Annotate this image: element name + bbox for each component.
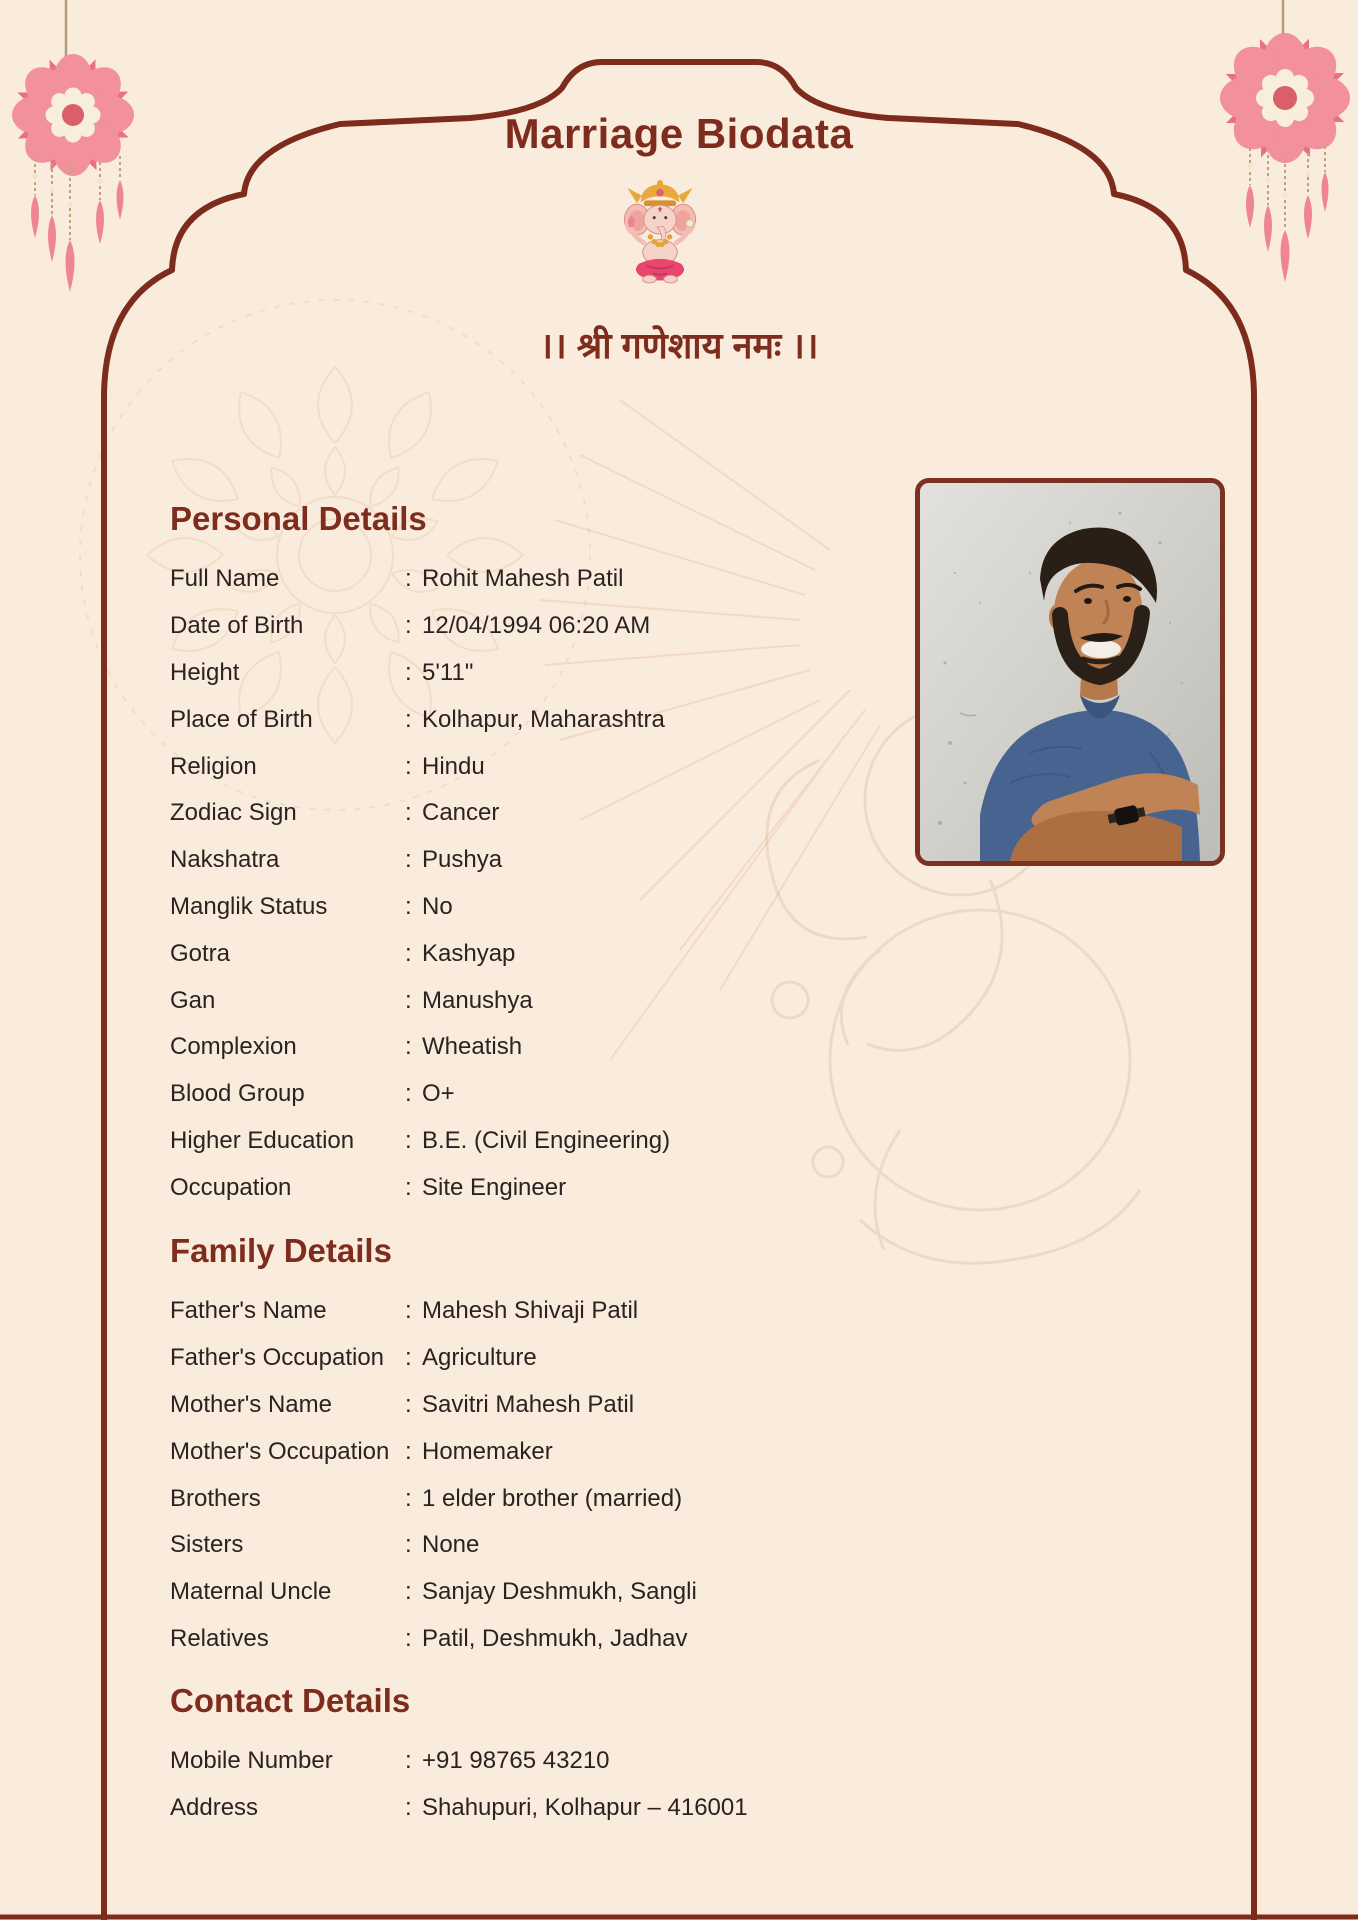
detail-label: Complexion: [170, 1033, 297, 1061]
detail-value: 5'11": [422, 658, 474, 686]
detail-label: Relatives: [170, 1624, 269, 1652]
detail-row: [170, 1475, 910, 1522]
detail-row: [170, 1785, 910, 1832]
detail-value: Savitri Mahesh Patil: [422, 1390, 635, 1418]
detail-separator: :: [405, 1624, 412, 1652]
detail-label: Blood Group: [170, 1080, 305, 1108]
detail-value: +91 98765 43210: [422, 1747, 610, 1775]
detail-separator: :: [405, 1297, 412, 1325]
detail-separator: :: [405, 1578, 412, 1606]
detail-label: Brothers: [170, 1484, 261, 1512]
detail-label: Date of Birth: [170, 612, 304, 640]
hanging-flower-icon: [0, 0, 160, 320]
detail-row: [170, 1071, 910, 1118]
detail-separator: :: [405, 1390, 412, 1418]
detail-label: Zodiac Sign: [170, 799, 297, 827]
detail-row: [170, 977, 910, 1024]
page-title: Marriage Biodata: [504, 110, 854, 157]
detail-label: Gotra: [170, 939, 231, 967]
detail-value: Wheatish: [422, 1033, 523, 1061]
detail-value: O+: [422, 1080, 455, 1108]
detail-separator: :: [405, 1033, 412, 1061]
detail-row: [170, 603, 910, 650]
detail-label: Address: [170, 1794, 259, 1822]
detail-label: Sisters: [170, 1531, 244, 1559]
detail-label: Occupation: [170, 1173, 292, 1201]
personal-details-section: [170, 497, 910, 1211]
detail-row: [170, 1024, 910, 1071]
detail-value: Sanjay Deshmukh, Sangli: [422, 1578, 697, 1606]
detail-row: [170, 1616, 910, 1663]
detail-separator: :: [405, 705, 412, 733]
detail-value: Agriculture: [422, 1344, 537, 1372]
detail-value: Rohit Mahesh Patil: [422, 565, 624, 593]
detail-separator: :: [405, 1437, 412, 1465]
section-heading-contact: Contact Details: [170, 1682, 411, 1719]
section-heading-personal: Personal Details: [170, 500, 427, 537]
detail-label: Higher Education: [170, 1126, 355, 1154]
detail-separator: :: [405, 658, 412, 686]
detail-value: 1 elder brother (married): [422, 1484, 683, 1512]
detail-row: [170, 884, 910, 931]
detail-label: Father's Occupation: [170, 1344, 385, 1372]
detail-separator: :: [405, 1126, 412, 1154]
detail-row: [170, 1382, 910, 1429]
detail-separator: :: [405, 1173, 412, 1201]
detail-value: No: [422, 892, 453, 920]
ganesh-icon: [612, 176, 708, 290]
detail-separator: :: [405, 1794, 412, 1822]
detail-row: [170, 1569, 910, 1616]
detail-row: [170, 1335, 910, 1382]
detail-value: Shahupuri, Kolhapur – 416001: [422, 1794, 748, 1822]
detail-value: Pushya: [422, 846, 503, 874]
detail-value: Site Engineer: [422, 1173, 567, 1201]
detail-separator: :: [405, 1484, 412, 1512]
detail-separator: :: [405, 1531, 412, 1559]
detail-row: [170, 1522, 910, 1569]
detail-separator: :: [405, 1344, 412, 1372]
detail-label: Father's Name: [170, 1297, 327, 1325]
detail-value: Cancer: [422, 799, 500, 827]
detail-row: [170, 1428, 910, 1475]
detail-label: Nakshatra: [170, 846, 280, 874]
detail-separator: :: [405, 986, 412, 1014]
detail-row: [170, 743, 910, 790]
detail-separator: :: [405, 939, 412, 967]
detail-row: [170, 1738, 910, 1785]
detail-value: 12/04/1994 06:20 AM: [422, 612, 651, 640]
detail-value: Hindu: [422, 752, 485, 780]
detail-separator: :: [405, 799, 412, 827]
detail-row: [170, 696, 910, 743]
detail-separator: :: [405, 1747, 412, 1775]
family-details-section: [170, 1229, 910, 1662]
detail-value: Manushya: [422, 986, 533, 1014]
detail-label: Mother's Occupation: [170, 1437, 390, 1465]
detail-label: Full Name: [170, 565, 280, 593]
detail-row: [170, 790, 910, 837]
detail-label: Mobile Number: [170, 1747, 333, 1775]
detail-row: [170, 650, 910, 697]
sanskrit-blessing: ।। श्री गणेशाय नमः ।।: [539, 325, 819, 366]
detail-row: [170, 930, 910, 977]
detail-separator: :: [405, 565, 412, 593]
personal-rows: [170, 556, 910, 1211]
detail-separator: :: [405, 892, 412, 920]
detail-row: [170, 1118, 910, 1165]
detail-row: [170, 1164, 910, 1211]
profile-photo: [915, 478, 1225, 866]
detail-label: Height: [170, 658, 240, 686]
detail-value: Homemaker: [422, 1437, 553, 1465]
hanging-flower-icon: [1190, 0, 1358, 330]
detail-value: Kashyap: [422, 939, 516, 967]
detail-value: Kolhapur, Maharashtra: [422, 705, 665, 733]
detail-row: [170, 837, 910, 884]
detail-label: Manglik Status: [170, 892, 328, 920]
contact-details-section: [170, 1679, 910, 1832]
detail-separator: :: [405, 612, 412, 640]
detail-separator: :: [405, 1080, 412, 1108]
detail-value: B.E. (Civil Engineering): [422, 1126, 671, 1154]
detail-label: Gan: [170, 986, 216, 1014]
detail-value: None: [422, 1531, 480, 1559]
detail-separator: :: [405, 752, 412, 780]
detail-value: Mahesh Shivaji Patil: [422, 1297, 639, 1325]
detail-label: Maternal Uncle: [170, 1578, 332, 1606]
detail-separator: :: [405, 846, 412, 874]
detail-label: Place of Birth: [170, 705, 313, 733]
detail-label: Mother's Name: [170, 1390, 332, 1418]
detail-row: [170, 556, 910, 603]
contact-rows: [170, 1738, 910, 1832]
detail-row: [170, 1288, 910, 1335]
detail-label: Religion: [170, 752, 257, 780]
family-rows: [170, 1288, 910, 1662]
section-heading-family: Family Details: [170, 1232, 392, 1269]
detail-value: Patil, Deshmukh, Jadhav: [422, 1624, 688, 1652]
